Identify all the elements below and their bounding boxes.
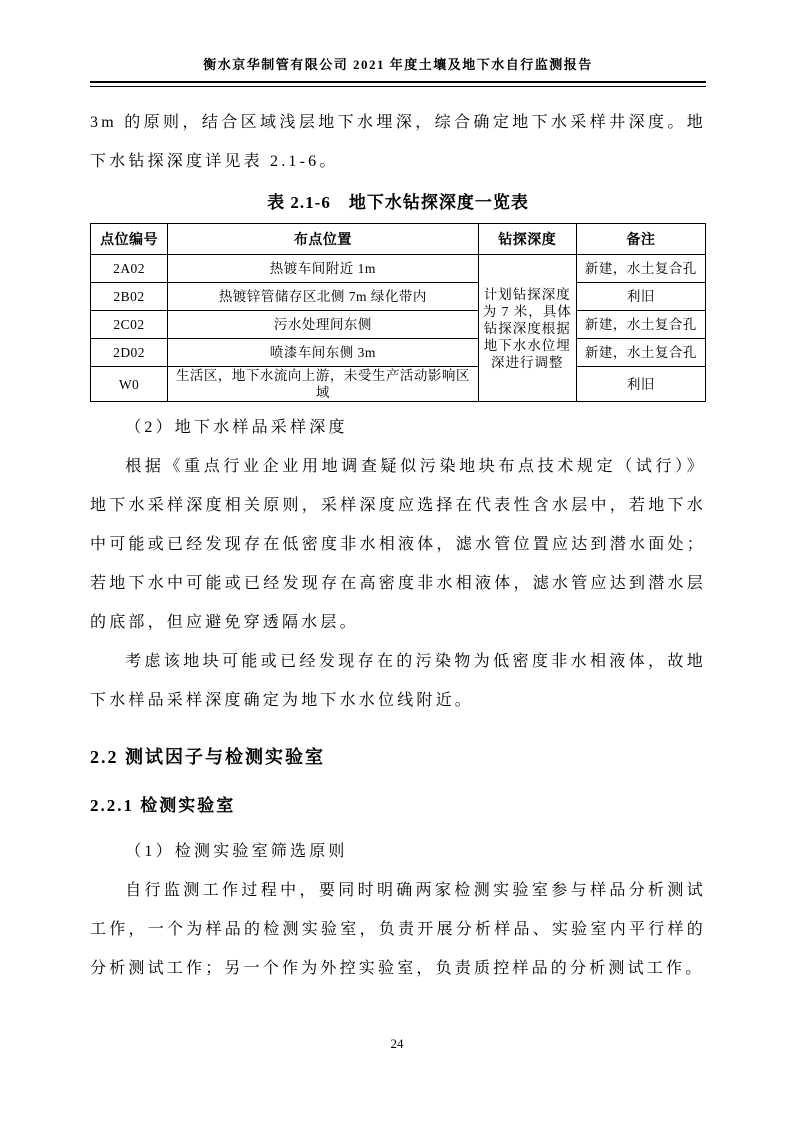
table-row — [91, 339, 706, 367]
table-caption: 表 2.1-6 地下水钻探深度一览表 — [267, 193, 529, 212]
table-header-row — [91, 224, 706, 255]
table-row — [91, 311, 706, 339]
labs-paragraph: 自行监测工作过程中，要同时明确两家检测实验室参与样品分析测试工作，一个为样品的检测实验室，负责开展分析样品、实验室内平行样的分析测试工作；另一个作为外控实验室，负责质控样品的分析测试工作。 — [90, 882, 706, 977]
table-row — [91, 283, 706, 311]
drill-depth-table — [90, 223, 706, 402]
sampling-basis-paragraph: 根据《重点行业企业用地调查疑似污染地块布点技术规定（试行）》地下水采样深度相关原则，采样深度应选择在代表性含水层中，若地下水中可能或已经发现存在低密度非水相液体，滤水管位置应达到潜水面处；若地下水中可能或已经发现存在高密度非水相液体，滤水管应达到潜水层的底部，但应避免穿透隔水层。 — [90, 458, 706, 631]
cell-location: 生活区，地下水流向上游，未受生产活动影响区域 — [168, 367, 479, 402]
cell-remark: 利旧 — [576, 283, 705, 311]
conclusion-paragraph: 考虑该地块可能或已经发现存在的污染物为低密度非水相液体，故地下水样品采样深度确定为地下水水位线附近。 — [90, 653, 706, 709]
drill-table-body — [91, 255, 706, 402]
header-divider-rule — [90, 81, 706, 87]
item1-heading: （1）检测实验室筛选原则 — [125, 843, 348, 860]
col-header-point-id: 点位编号 — [91, 224, 168, 255]
col-header-location: 布点位置 — [168, 224, 479, 255]
cell-remark: 利旧 — [576, 367, 705, 402]
cell-point-id: 2B02 — [91, 283, 168, 311]
drill-depth-merged-cell: 计划钻探深度为 7 米，具体钻探深度根据地下水水位埋深进行调整 — [478, 255, 576, 402]
cell-remark: 新建，水土复合孔 — [576, 311, 705, 339]
cell-point-id: W0 — [91, 367, 168, 402]
cell-point-id: 2A02 — [91, 255, 168, 283]
cell-remark: 新建，水土复合孔 — [576, 339, 705, 367]
page-number: 24 — [390, 1036, 404, 1051]
section-heading-2-2-1: 2.2.1 检测实验室 — [90, 796, 236, 815]
cell-location: 喷漆车间东侧 3m — [168, 339, 479, 367]
col-header-drill-depth: 钻探深度 — [478, 224, 576, 255]
cell-remark: 新建，水土复合孔 — [576, 255, 705, 283]
table-row — [91, 255, 706, 283]
cell-point-id: 2D02 — [91, 339, 168, 367]
cell-location: 热镀锌管储存区北侧 7m 绿化带内 — [168, 283, 479, 311]
cell-location: 污水处理间东侧 — [168, 311, 479, 339]
report-header-title: 衡水京华制管有限公司 2021 年度土壤及地下水自行监测报告 — [203, 57, 593, 72]
cell-point-id: 2C02 — [91, 311, 168, 339]
section-heading-2-2: 2.2 测试因子与检测实验室 — [90, 747, 325, 767]
table-row — [91, 367, 706, 402]
intro-paragraph: 3m 的原则，结合区域浅层地下水埋深，综合确定地下水采样井深度。地下水钻探深度详见表 2.1-6。 — [90, 114, 706, 170]
col-header-remark: 备注 — [576, 224, 705, 255]
cell-location: 热镀车间附近 1m — [168, 255, 479, 283]
item2-heading: （2）地下水样品采样深度 — [125, 419, 348, 436]
